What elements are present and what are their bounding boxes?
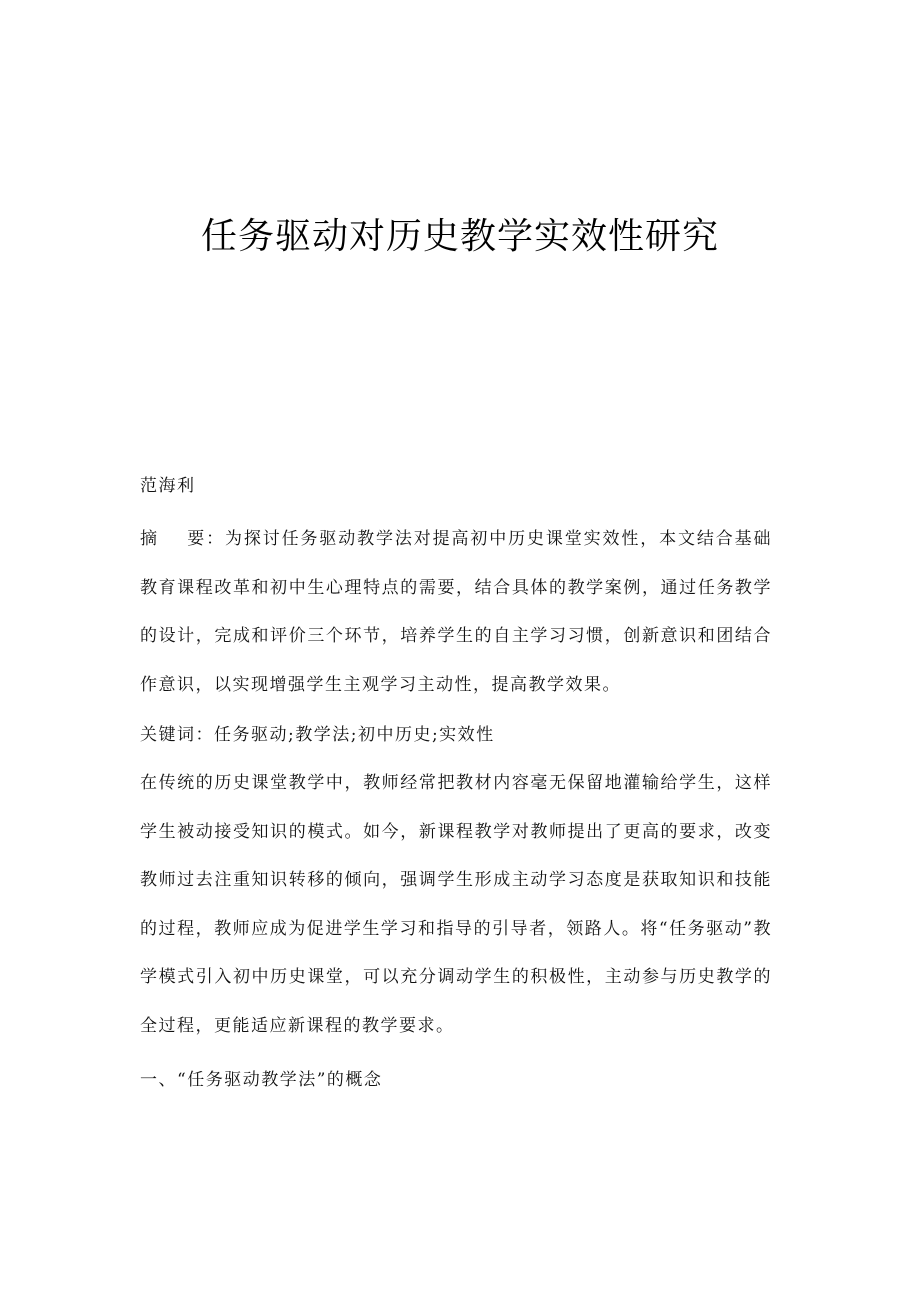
abstract-paragraph	[140, 515, 772, 709]
abstract-text: 为探讨任务驱动教学法对提高初中历史课堂实效性，本文结合基础教育课程改革和初中生心理特点的需要，结合具体的教学案例，通过任务教学的设计，完成和评价三个环节，培养学生的自主学习习惯，创新意识和团结合作意识，以实现增强学生主观学习主动性，提高教学效果。	[140, 529, 772, 695]
keywords-line	[140, 711, 772, 760]
author-name: 范海利	[140, 476, 196, 496]
abstract-label-second: 要：	[186, 529, 225, 549]
keywords-text: 任务驱动;教学法;初中历史;实效性	[214, 725, 495, 745]
keywords-label: 关键词：	[140, 725, 214, 745]
section-heading: 一、“任务驱动教学法”的概念	[140, 1070, 383, 1090]
abstract-label-first: 摘	[140, 529, 159, 549]
document-title: 任务驱动对历史教学实效性研究	[200, 216, 719, 257]
intro-paragraph: 在传统的历史课堂教学中，教师经常把教材内容毫无保留地灌输给学生，这样学生被动接受知识的模式。如今，新课程教学对教师提出了更高的要求，改变教师过去注重知识转移的倾向，强调学生形成主动学习态度是获取知识和技能的过程，教师应成为促进学生学习和指导的引导者，领路人。将“任务驱动”教学模式引入初中历史课堂，可以充分调动学生的积极性，主动参与历史教学的全过程，更能适应新课程的教学要求。	[140, 773, 772, 1036]
